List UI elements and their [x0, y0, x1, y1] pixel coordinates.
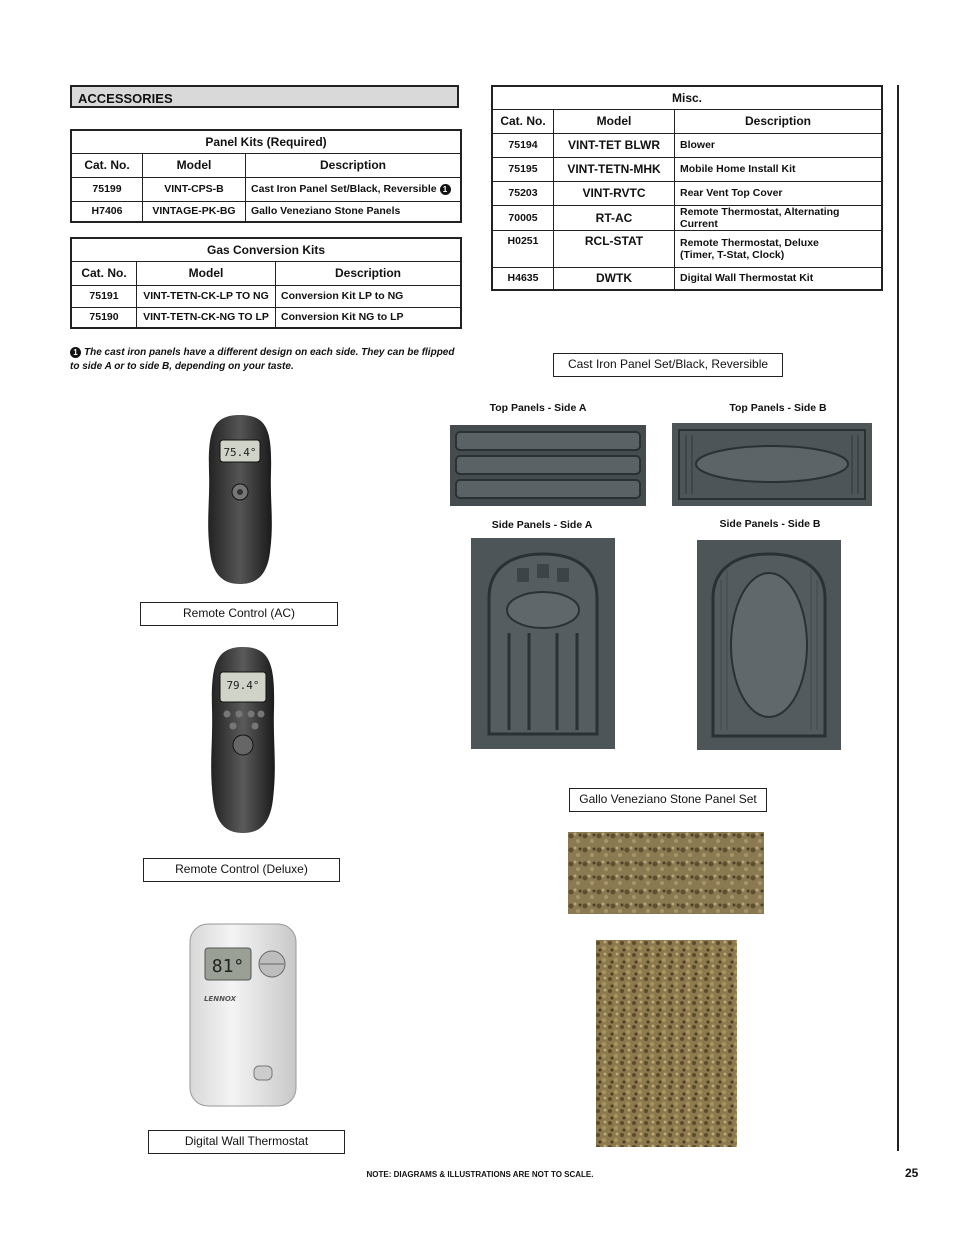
- description: Gallo Veneziano Stone Panels: [246, 201, 462, 222]
- table-row: [492, 133, 882, 157]
- section-title: ACCESSORIES: [70, 85, 459, 108]
- column-header: Model: [143, 153, 246, 177]
- column-header: Cat. No.: [492, 109, 554, 133]
- table-row: [492, 267, 882, 290]
- scale-note: NOTE: DIAGRAMS & ILLUSTRATIONS ARE NOT TO SCALE.: [366, 1170, 594, 1179]
- caption-stone-set: Gallo Veneziano Stone Panel Set: [569, 788, 767, 812]
- misc-table: [491, 85, 883, 291]
- page-number: 25: [905, 1166, 919, 1180]
- column-header: Description: [276, 261, 462, 285]
- thermostat-brand: LENNOX: [203, 995, 237, 1003]
- wall-thermostat-image: [188, 922, 298, 1108]
- model: VINTAGE-PK-BG: [143, 201, 246, 222]
- description: Remote Thermostat, Alternating Current: [675, 205, 883, 230]
- column-header: Description: [675, 109, 883, 133]
- remote-deluxe-display: 79.4°: [226, 679, 260, 692]
- column-header: Model: [554, 109, 675, 133]
- panel-kits-table: [70, 129, 462, 223]
- description: Mobile Home Install Kit: [675, 157, 883, 181]
- cat-no: 70005: [492, 205, 554, 230]
- panel-note: 1 The cast iron panels have a different design on each side. They can be flipped to side A or to side B, depending on your taste.: [70, 347, 455, 372]
- cat-no: 75195: [492, 157, 554, 181]
- remote-ac-display: 75.4°: [223, 446, 257, 459]
- stone-panel-side-image: [596, 940, 737, 1147]
- cat-no: H0251: [492, 230, 554, 267]
- description: Rear Vent Top Cover: [675, 181, 883, 205]
- column-header: Description: [246, 153, 462, 177]
- cat-no: H4635: [492, 267, 554, 290]
- side-panel-side-b-image: [697, 540, 841, 750]
- cat-no: 75190: [71, 307, 137, 328]
- top-panel-side-b-image: [672, 423, 872, 506]
- page-margin-rule: [897, 85, 899, 1151]
- cat-no: 75199: [71, 177, 143, 201]
- model: VINT-CPS-B: [143, 177, 246, 201]
- caption-remote-ac: Remote Control (AC): [140, 602, 338, 626]
- table-title: Panel Kits (Required): [71, 130, 461, 153]
- caption-wall-thermostat: Digital Wall Thermostat: [148, 1130, 345, 1154]
- cat-no: 75194: [492, 133, 554, 157]
- description: Conversion Kit NG to LP: [276, 307, 462, 328]
- description: Remote Thermostat, Deluxe (Timer, T-Stat, Clock): [675, 230, 883, 267]
- model: VINT-TETN-MHK: [554, 157, 675, 181]
- column-header: Cat. No.: [71, 261, 137, 285]
- table-row: [492, 230, 882, 267]
- table-title: Misc.: [492, 86, 882, 109]
- model: VINT-RVTC: [554, 181, 675, 205]
- top-panel-side-a-image: [450, 425, 646, 506]
- model: VINT-TETN-CK-LP TO NG: [137, 285, 276, 307]
- label-top-panels-a: Top Panels - Side A: [489, 402, 587, 414]
- stone-panel-top-image: [568, 832, 764, 914]
- table-title: Gas Conversion Kits: [71, 238, 461, 261]
- label-top-panels-b: Top Panels - Side B: [729, 402, 827, 414]
- table-row: [71, 307, 461, 328]
- model: VINT-TETN-CK-NG TO LP: [137, 307, 276, 328]
- column-header: Model: [137, 261, 276, 285]
- model: RT-AC: [554, 205, 675, 230]
- table-row: [492, 157, 882, 181]
- table-row: [71, 201, 461, 222]
- model: RCL-STAT: [554, 230, 675, 267]
- column-header: Cat. No.: [71, 153, 143, 177]
- description: Digital Wall Thermostat Kit: [675, 267, 883, 290]
- table-row: [71, 285, 461, 307]
- label-side-panels-a: Side Panels - Side A: [491, 519, 593, 531]
- model: DWTK: [554, 267, 675, 290]
- remote-control-deluxe-image: [203, 644, 283, 836]
- cat-no: 75203: [492, 181, 554, 205]
- footnote-marker: 1: [440, 184, 451, 195]
- side-panel-side-a-image: [471, 538, 615, 749]
- table-row: [492, 181, 882, 205]
- description: Cast Iron Panel Set/Black, Reversible 1: [246, 177, 462, 201]
- caption-cast-iron-set: Cast Iron Panel Set/Black, Reversible: [553, 353, 783, 377]
- remote-control-ac-image: [200, 412, 280, 587]
- cat-no: 75191: [71, 285, 137, 307]
- table-row: [71, 177, 461, 201]
- footnote-marker: 1: [70, 347, 81, 358]
- gas-conversion-table: [70, 237, 462, 329]
- model: VINT-TET BLWR: [554, 133, 675, 157]
- label-side-panels-b: Side Panels - Side B: [719, 518, 821, 530]
- thermostat-display: 81°: [211, 956, 245, 977]
- description: Blower: [675, 133, 883, 157]
- table-row: [492, 205, 882, 230]
- caption-remote-deluxe: Remote Control (Deluxe): [143, 858, 340, 882]
- description: Conversion Kit LP to NG: [276, 285, 462, 307]
- cat-no: H7406: [71, 201, 143, 222]
